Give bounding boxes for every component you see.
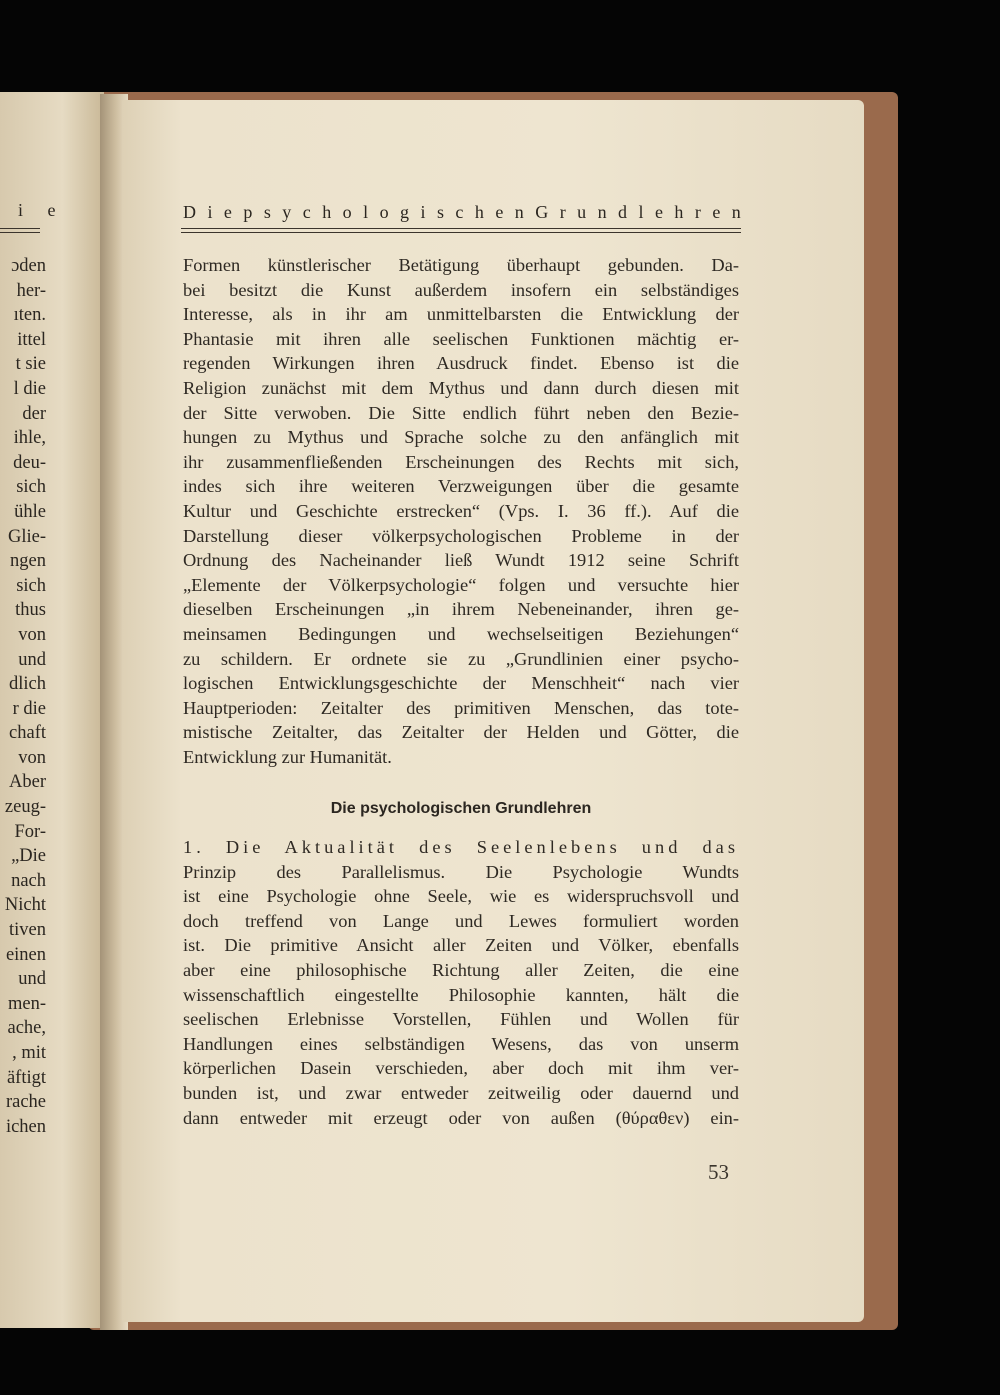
left-page-line: sich (16, 575, 46, 596)
running-head-letter: h (474, 202, 484, 222)
running-head-rule-2 (181, 232, 741, 233)
left-page-line: her- (16, 280, 46, 301)
running-head-letter: e (712, 202, 721, 222)
text-line: Formen künstlerischer Betätigung überhaupt gebunden. Da- (183, 255, 739, 275)
text-line: bunden ist, und zwar entweder zeitweilig oder dauernd und (183, 1082, 739, 1103)
running-head-letter: n (597, 202, 607, 222)
left-page-line: einen (5, 944, 46, 965)
left-page (0, 92, 104, 1328)
running-head-letter: y (282, 202, 292, 222)
left-page-line: , mit (12, 1043, 46, 1063)
text-line: Darstellung dieser völkerpsychologischen Probleme in der (183, 525, 739, 546)
running-head-letter: G (535, 202, 549, 222)
text-line: Phantasie mit ihren alle seelischen Funktionen mächtig er- (183, 328, 739, 349)
text-line: dieselben Erscheinungen „in ihrem Nebeneinander, ihren ge- (183, 599, 739, 620)
left-page-line: ihle, (13, 428, 46, 449)
running-head-letter: e (223, 202, 232, 222)
running-head-letter: n (731, 202, 741, 222)
running-head-letter: i (207, 202, 213, 222)
section-heading: Die psychologischen Grundlehren (330, 800, 592, 817)
left-head-rule (0, 228, 40, 229)
left-page-line: r die (12, 698, 46, 719)
text-line: indes sich ihre weiteren Verzweigungen über die gesamte (183, 476, 739, 497)
running-head-letter: s (436, 202, 444, 222)
running-head-letter: l (363, 202, 369, 222)
text-line: hungen zu Mythus und Sprache solche zu den anfänglich mit (183, 427, 739, 448)
text-line: ist eine Psychologie ohne Seele, wie es widerspruchsvoll und (183, 886, 739, 907)
left-page-line: ɔden (11, 256, 46, 276)
running-head-letter: g (400, 202, 410, 222)
running-head-letter: u (577, 202, 587, 222)
text-line: ist. Die primitive Ansicht aller Zeiten und Völker, ebenfalls (183, 935, 739, 956)
left-page-line: t sie (15, 354, 46, 375)
text-line: logischen Entwicklungsgeschichte der Menschheit“ nach vier (183, 673, 739, 694)
left-page-line: Nicht (4, 895, 46, 916)
running-head-letter: r (559, 202, 566, 222)
text-line: Hauptperioden: Zeitalter des primitiven Menschen, das tote- (183, 697, 739, 718)
text-line: zu schildern. Er ordnete sie zu „Grundlinien einer psycho- (183, 648, 739, 669)
left-page-line: äftigt (6, 1067, 46, 1088)
text-line: bei besitzt die Kunst außerdem insofern ein selbständiges (183, 279, 739, 300)
left-page-line: von (18, 624, 46, 645)
running-head-letter: d (618, 202, 628, 222)
text-line: wissenschaftlich eingestellte Philosophie kannten, hält die (183, 984, 739, 1005)
running-head-letter: D (183, 202, 196, 222)
text-line: Interesse, als in ihr am unmittelbarsten die Entwicklung der (183, 304, 739, 325)
page-number: 53 (708, 1160, 729, 1184)
running-head-rule (181, 228, 741, 229)
text-line: Prinzip des Parallelismus. Die Psychologie Wundts (183, 861, 739, 882)
running-head-letter: s (263, 202, 271, 222)
paragraph-1 (183, 253, 739, 769)
left-page-line: und (18, 649, 46, 670)
left-page-line: und (18, 969, 46, 990)
running-head-letter: c (302, 202, 311, 222)
left-page-line: ıten. (13, 305, 46, 326)
text-line: der Sitte verwoben. Die Sitte endlich führt neben den Bezie- (183, 402, 739, 423)
left-page-line: dlich (9, 674, 46, 695)
running-head-letter: o (379, 202, 389, 222)
text-line: Handlungen eines selbständigen Wesens, das von unserm (183, 1033, 739, 1054)
running-head-letter: c (455, 202, 464, 222)
running-head-letter: r (694, 202, 701, 222)
text-line: mistische Zeitalter, das Zeitalter der Helden und Götter, die (183, 722, 739, 743)
left-page-line: ühle (14, 501, 46, 522)
left-page-text (0, 254, 46, 1139)
left-page-line: „Die (11, 846, 46, 867)
text-line: Religion zunächst mit dem Mythus und dann durch diesen mit (183, 377, 739, 398)
left-page-line: ittel (17, 329, 46, 350)
left-page-line: nach (11, 870, 46, 891)
text-line: Kultur und Geschichte erstrecken“ (Vps. I. 36 ff.). Auf die (183, 500, 739, 521)
left-page-line: deu- (13, 452, 46, 473)
running-head-letter: n (514, 202, 524, 222)
running-head (183, 202, 741, 223)
left-page-line: zeug- (4, 797, 46, 818)
text-line: dann entweder mit erzeugt oder von außen (θύραθεν) ein- (183, 1107, 739, 1128)
text-line: „Elemente der Völkerpsychologie“ folgen und versuchte hier (183, 574, 739, 595)
running-head-letter: l (638, 202, 644, 222)
left-page-line: chaft (9, 723, 46, 744)
text-line: doch treffend von Lange und Lewes formuliert worden (183, 910, 739, 931)
text-line: ihr zusammenfließenden Erscheinungen des Rechts mit sich, (183, 451, 739, 472)
running-head-letter: o (342, 202, 352, 222)
left-running-head: i e (18, 200, 66, 220)
left-page-line: thus (15, 600, 46, 621)
text-line: meinsamen Bedingungen und wechselseitigen Beziehungen“ (183, 623, 739, 644)
left-page-line: Aber (9, 772, 46, 793)
left-page-line: ache, (7, 1018, 46, 1039)
text-line: regenden Wirkungen ihren Ausdruck findet. Ebenso ist die (183, 353, 739, 374)
left-head-rule-2 (0, 232, 40, 233)
left-page-line: der (22, 403, 46, 424)
paragraph-2 (183, 835, 739, 1130)
left-page-line: men- (7, 993, 46, 1014)
left-page-line: Glie- (7, 526, 46, 547)
left-page-line: tiven (9, 920, 46, 941)
running-head-letter: h (674, 202, 684, 222)
left-page-line: l die (13, 378, 46, 399)
left-page-line: ichen (5, 1116, 46, 1137)
left-page-line: rache (5, 1092, 46, 1113)
text-line: körperlichen Dasein verschieden, aber doch mit ihm ver- (183, 1058, 739, 1079)
running-head-letter: e (495, 202, 504, 222)
text-line: Entwicklung zur Humanität. (183, 746, 392, 767)
running-head-letter: p (243, 202, 253, 222)
left-page-line: ngen (10, 551, 46, 572)
running-head-letter: i (420, 202, 426, 222)
running-head-letter: h (322, 202, 332, 222)
text-line: seelischen Erlebnisse Vorstellen, Fühlen und Wollen für (183, 1009, 739, 1030)
text-line: Ordnung des Nacheinander ließ Wundt 1912 seine Schrift (183, 550, 739, 571)
left-page-line: For- (14, 821, 46, 842)
running-head-letter: e (654, 202, 663, 222)
left-page-line: sich (16, 477, 46, 498)
text-line: 1. Die Aktualität des Seelenlebens und das (183, 837, 739, 857)
text-line: aber eine philosophische Richtung aller Zeiten, die eine (183, 959, 739, 980)
left-page-line: von (18, 747, 46, 768)
